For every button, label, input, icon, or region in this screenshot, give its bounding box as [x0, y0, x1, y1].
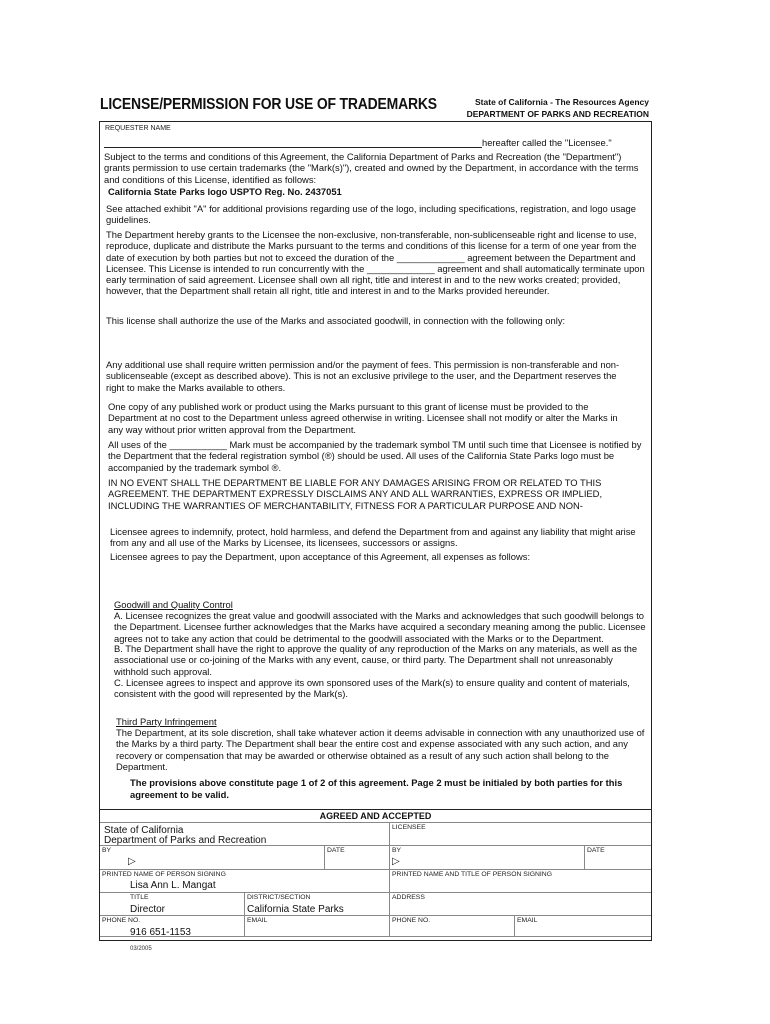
agency-line-1: State of California - The Resources Agency [475, 97, 649, 107]
indemnify-paragraph: Licensee agrees to indemnify, protect, hold harmless, and defend the Department from and against any liability that might arise from any and all use of the Marks by Licensee, its licensees, successors or assigns. [110, 526, 636, 549]
printed-name-value: Lisa Ann L. Mangat [130, 880, 216, 891]
licensee-label: LICENSEE [392, 824, 426, 831]
additional-use-paragraph: Any additional use shall require written permission and/or the payment of fees. This permission is non-transferable and non-sublicenseable (except as described above). This is not an exclusive privilege to the user, and the Department reserves the right to make the Marks available to others. [106, 359, 620, 393]
licensee-by-label: BY [392, 847, 402, 854]
licensee-phone-label: PHONE NO. [392, 917, 431, 924]
licensee-email-label: EMAIL [517, 917, 538, 924]
state-name: State of California [104, 825, 184, 836]
phone-label: PHONE NO. [102, 917, 141, 924]
by-label: BY [102, 847, 112, 854]
goodwill-clause-b: B. The Department shall have the right to approve the quality of any reproduction of the Marks on any materials, as well as the associational use or co-joining of the Marks with any event, cause, or third party. The Department shall not unreasonably withhold such approval. [114, 643, 638, 677]
licensee-printed-name-label: PRINTED NAME AND TITLE OF PERSON SIGNING [392, 871, 553, 878]
agreed-accepted-heading: AGREED AND ACCEPTED [319, 811, 432, 821]
goodwill-heading: Goodwill and Quality Control [114, 599, 233, 610]
phone-value: 916 651-1153 [130, 927, 191, 938]
title-label: TITLE [130, 894, 149, 901]
hereafter-text: hereafter called the "Licensee." [482, 137, 612, 148]
requester-name-label: REQUESTER NAME [105, 125, 171, 132]
goodwill-clause-a: A. Licensee recognizes the great value and goodwill associated with the Marks and acknowledges that such goodwill belongs to the Department. Licensee further acknowledges that the Marks have acquired a secondary meaning among the public. Licensee agrees not to take any action that could be detrimental to the goodwill associated with the Marks or to the Department. [114, 610, 646, 644]
district-label: DISTRICT/SECTION [247, 894, 311, 901]
requester-name-field[interactable] [104, 147, 482, 148]
address-label: ADDRESS [392, 894, 425, 901]
page-notice: The provisions above constitute page 1 of 2 of this agreement. Page 2 must be initialed by both parties for this agreement to be valid. [130, 777, 623, 800]
all-uses-paragraph: All uses of the ___________ Mark must be accompanied by the trademark symbol TM until such time that Licensee is notified by the Department that the federal registration symbol (®) should be used. All uses of the California State Parks logo must be accompanied by the trademark symbol ®. [108, 439, 642, 473]
printed-name-label: PRINTED NAME OF PERSON SIGNING [102, 871, 226, 878]
department-name: Department of Parks and Recreation [104, 835, 267, 846]
copy-paragraph: One copy of any published work or product using the Marks pursuant to this grant of license must be provided to the Department at no cost to the Department unless agreed otherwise in writing. Licensee shall not modify or alter the Marks in any way without prior written approval from the Department. [108, 401, 618, 435]
agency-line-2: DEPARTMENT OF PARKS AND RECREATION [466, 109, 649, 119]
payment-paragraph: Licensee agrees to pay the Department, upon acceptance of this Agreement, all expenses as follows: [110, 551, 531, 562]
goodwill-clause-c: C. Licensee agrees to inspect and approve its own sponsored uses of the Mark(s) to ensure quality and content of materials, consistent with the good will represented by the Mark(s). [114, 677, 630, 700]
licensee-date-label: DATE [587, 847, 605, 854]
sign-here-icon[interactable]: ▷ [128, 856, 136, 867]
date-label: DATE [327, 847, 345, 854]
email-label: EMAIL [247, 917, 268, 924]
grant-paragraph: The Department hereby grants to the Licensee the non-exclusive, non-transferable, non-sublicenseable right and license to use, reproduce, duplicate and distribute the Marks pursuant to the terms and conditions of this license for a term of one year from the date of execution by both parties but not to exceed the duration of the _____________ agreement between the Department and Licensee. This License is intended to run concurrently with the _____________ agreement and shall automatically terminate upon early termination of said agreement. Licensee shall own all right, title and interest in and to the new works created; provided, however, that the Department shall retain all right, title and interest in and to the Marks provided hereunder. [106, 229, 645, 297]
authorize-paragraph: This license shall authorize the use of the Marks and associated goodwill, in connection with the following only: [106, 315, 566, 326]
document-title: LICENSE/PERMISSION FOR USE OF TRADEMARKS [100, 96, 437, 113]
third-party-paragraph: The Department, at its sole discretion, shall take whatever action it deems advisable in connection with any unauthorized use of the Marks by a third party. The Department shall bear the entire cost and expense associated with any such action, and any recovery or compensation that may be awarded or otherwise obtained as a result of any such action shall belong to the Department. [116, 727, 645, 772]
district-value: California State Parks [247, 904, 344, 915]
licensee-sign-here-icon[interactable]: ▷ [392, 856, 400, 867]
liability-paragraph: IN NO EVENT SHALL THE DEPARTMENT BE LIABLE FOR ANY DAMAGES ARISING FROM OR RELATED TO THIS AGREEMENT. THE DEPARTMENT EXPRESSLY DISCLAIMS ANY AND ALL WARRANTIES, EXPRESS OR IMPLIED, INCLUDING THE WARRANTIES OF MERCHANTABILITY, FITNESS FOR A PARTICULAR PURPOSE AND NON- [108, 477, 603, 511]
third-party-heading: Third Party Infringement [116, 716, 217, 727]
revision-date: 03/2005 [130, 946, 152, 952]
exhibit-paragraph: See attached exhibit "A" for additional provisions regarding use of the logo, including specifications, registration, and logo usage guidelines. [106, 203, 636, 226]
mark-identification: California State Parks logo USPTO Reg. No. 2437051 [108, 186, 342, 197]
title-value: Director [130, 904, 166, 915]
form-frame [99, 121, 652, 941]
signature-divider [100, 809, 651, 810]
agency-header [467, 96, 649, 120]
subject-paragraph: Subject to the terms and conditions of this Agreement, the California Department of Parks and Recreation (the "Department") grants permission to use certain trademarks (the "Mark(s)"), created and owned by the Department, in accordance with the terms and conditions of this License, identified as follows: [104, 151, 639, 185]
